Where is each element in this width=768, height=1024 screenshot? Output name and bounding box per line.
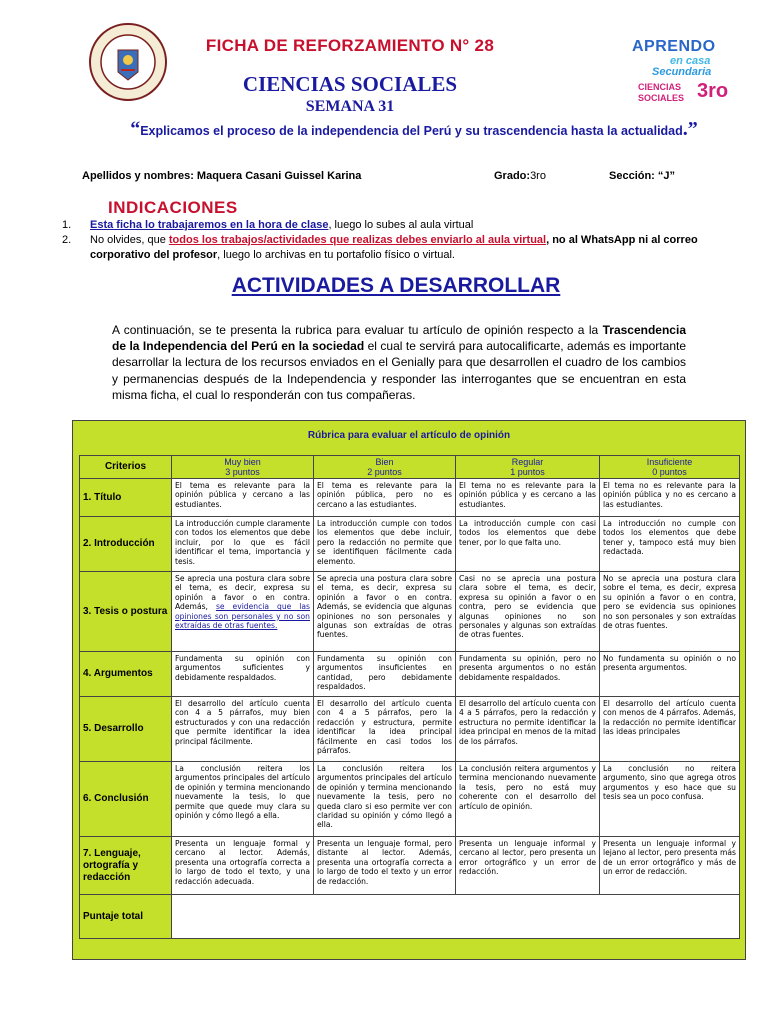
rubric-row xyxy=(80,837,740,895)
level-header: Muy bien 3 puntos xyxy=(172,456,314,479)
rubric-cell: El tema no es relevante para la opinión pública y es cercano a las estudiantes. xyxy=(456,479,600,517)
rubric-cell: El desarrollo del artículo cuenta con 4 a 5 párrafos, muy bien estructurados y con una redacción que permite identificar la idea principal fácilmente. xyxy=(172,697,314,762)
rubric-cell: Presenta un lenguaje informal y lejano al lector, pero presenta más de un error ortográfico y más de un error de redacción. xyxy=(600,837,740,895)
rubric-row xyxy=(80,572,740,652)
rubric-row xyxy=(80,517,740,572)
criterion-cell: 4. Argumentos xyxy=(80,652,172,697)
rubric-cell: El tema es relevante para la opinión pública, pero no es cercano a las estudiantes. xyxy=(314,479,456,517)
brand-secundaria: Secundaria xyxy=(652,66,712,78)
brand-aprendo: APRENDO xyxy=(632,38,716,55)
rubric-cell: La conclusión reitera los argumentos principales del artículo de opinión y termina mencionando nuevamente la tesis, lo que permite que quede muy clara su opinión y cómo llegó a ella. xyxy=(172,762,314,837)
rubric-cell: El tema es relevante para la opinión pública y cercano a las estudiantes. xyxy=(172,479,314,517)
rubric-header-row xyxy=(80,456,740,479)
indications-title: INDICACIONES xyxy=(108,198,238,217)
subject-title: CIENCIAS SOCIALES xyxy=(242,72,458,96)
criteria-header: Criterios xyxy=(80,456,172,479)
rubric-cell: La introducción no cumple con todos los elementos que debe tener y, tampoco está muy bien redactada. xyxy=(600,517,740,572)
rubric-cell: La conclusión reitera argumentos y termina mencionando nuevamente la tesis, pero no está muy coherente con el desarrollo del artículo de opinión. xyxy=(456,762,600,837)
student-name: Apellidos y nombres: Maquera Casani Guissel Karina xyxy=(82,170,362,182)
rubric-cell: El tema no es relevante para la opinión pública y no es cercano a las estudiantes. xyxy=(600,479,740,517)
criterion-cell: 6. Conclusión xyxy=(80,762,172,837)
rubric-cell: Presenta un lenguaje informal y cercano al lector, pero presenta un error ortográfico y un error de redacción. xyxy=(456,837,600,895)
brand-grade: 3ro xyxy=(697,80,729,102)
criterion-cell: 7. Lenguaje, ortografía y redacción xyxy=(80,837,172,895)
total-score-cell[interactable] xyxy=(172,895,740,939)
rubric-cell: El desarrollo del artículo cuenta con 4 a 5 párrafos, pero la redacción y estructura, permite identificar la idea principal fácilmente en casi todos los párrafos. xyxy=(314,697,456,762)
level-header: Regular 1 puntos xyxy=(456,456,600,479)
school-seal xyxy=(88,22,168,102)
rubric-table xyxy=(79,455,740,939)
rubric-cell: Fundamenta su opinión con argumentos insuficientes en cantidad, pero debidamente respaldados. xyxy=(314,652,456,697)
brand-en-casa: en casa xyxy=(670,55,711,67)
student-section: Sección: “J” xyxy=(609,170,676,182)
indications-list xyxy=(62,218,722,263)
rubric-caption: Rúbrica para evaluar el artículo de opinión xyxy=(307,430,511,441)
rubric-cell: La conclusión reitera los argumentos principales del artículo de opinión y termina mencionando nuevamente la tesis, pero no queda claro si eso permite ver con claridad su opinión y cómo llegó a ella. xyxy=(314,762,456,837)
criterion-cell: 5. Desarrollo xyxy=(80,697,172,762)
rubric-cell: Presenta un lenguaje formal, pero distante al lector. Además, presenta una ortografía correcta a lo largo de todo el texto y un error de redacción. xyxy=(314,837,456,895)
rubric-row xyxy=(80,652,740,697)
rubric-cell: Se aprecia una postura clara sobre el tema, es decir, expresa su opinión a favor o en contra. Además, se evidencia que las opiniones son personales y no son extraídas de otras fuentes. xyxy=(172,572,314,652)
rubric-cell: El desarrollo del artículo cuenta con menos de 4 párrafos. Además, la redacción no permite identificar las ideas principales xyxy=(600,697,740,762)
week-title: SEMANA 31 xyxy=(305,98,395,115)
rubric-cell: Presenta un lenguaje formal y cercano al lector. Además, presenta una ortografía correcta a lo largo de todo el texto, y una redacción adecuada. xyxy=(172,837,314,895)
worksheet-title: FICHA DE REFORZAMIENTO N° 28 xyxy=(205,36,495,55)
activities-intro: A continuación, se te presenta la rubrica para evaluar tu artículo de opinión respecto a la Trascendencia de la Independencia del Perú en la sociedad el cual te servirá para autocalificarte, además es importante desarrollar la lectura de los recursos enviados en el Genially para que desarrollen el cuadro de los cambios y permanencias después de la Independencia y responder las interrogantes que se encuentran en esta misma ficha, el cual lo responderán con tus compañeras. xyxy=(112,323,686,402)
level-header: Insuficiente 0 puntos xyxy=(600,456,740,479)
rubric-cell: Fundamenta su opinión, pero no presenta argumentos o no están debidamente respaldados. xyxy=(456,652,600,697)
brand-area-line1: CIENCIAS xyxy=(638,82,682,92)
rubric-cell: La introducción cumple claramente con todos los elementos que debe incluir, por lo que es fácil identificar el tema, importancia y tesis. xyxy=(172,517,314,572)
brand-area-line2: SOCIALES xyxy=(638,93,685,103)
rubric-cell: No fundamenta su opinión o no presenta argumentos. xyxy=(600,652,740,697)
rubric-row xyxy=(80,697,740,762)
criterion-cell: 3. Tesis o postura xyxy=(80,572,172,652)
rubric-cell: El desarrollo del artículo cuenta con 4 a 5 párrafos, pero la redacción y estructura no permite identificar la idea principal en menos de la mitad de los párrafos. xyxy=(456,697,600,762)
rubric-cell: Se aprecia una postura clara sobre el tema, es decir, expresa su opinión a favor o en contra. Además, se evidencia que algunas opiniones no son personales y algunas son extraídas de otras fuentes. xyxy=(314,572,456,652)
rubric-cell: No se aprecia una postura clara sobre el tema, es decir, expresa su opinión a favor o en contra, pero se evidencia sus opiniones no son personales y son extraídas de otras fuentes. xyxy=(600,572,740,652)
rubric-cell: La introducción cumple con casi todos los elementos que debe tener, por lo que falta uno. xyxy=(456,517,600,572)
student-grade: Grado:3ro xyxy=(494,170,546,182)
rubric-cell: La conclusión no reitera argumento, sino que agrega otros argumentos y eso hace que su tesis sea un poco confusa. xyxy=(600,762,740,837)
rubric-row xyxy=(80,479,740,517)
rubric-cell: Casi no se aprecia una postura clara sobre el tema, es decir, expresa su opinión a favor o en contra, pero se evidencia que algunas opiniones no son personales y algunas son extraídas de otras fuentes. xyxy=(456,572,600,652)
level-header: Bien 2 puntos xyxy=(314,456,456,479)
rubric-cell: Fundamenta su opinión con argumentos suficientes y debidamente respaldados. xyxy=(172,652,314,697)
learning-goal-quote: “Explicamos el proceso de la independencia del Perú y su trascendencia hasta la actualidad.” xyxy=(130,118,698,140)
total-row xyxy=(80,895,740,939)
activities-title: ACTIVIDADES A DESARROLLAR xyxy=(231,274,561,297)
total-label: Puntaje total xyxy=(80,895,172,939)
criterion-cell: 1. Título xyxy=(80,479,172,517)
indication-item-2: 2. No olvides, que todos los trabajos/actividades que realizas debes enviarlo al aula virtual, no al WhatsApp ni al correo corporativo del profesor, luego lo archivas en tu portafolio físico o virtual. xyxy=(62,234,698,261)
criterion-cell: 2. Introducción xyxy=(80,517,172,572)
rubric-cell: La introducción cumple con todos los elementos que debe incluir, pero la redacción no permite que se identifiquen fácilmente cada elemento. xyxy=(314,517,456,572)
rubric-row xyxy=(80,762,740,837)
indication-item-1: 1. Esta ficha lo trabajaremos en la hora de clase, luego lo subes al aula virtual xyxy=(62,219,474,231)
